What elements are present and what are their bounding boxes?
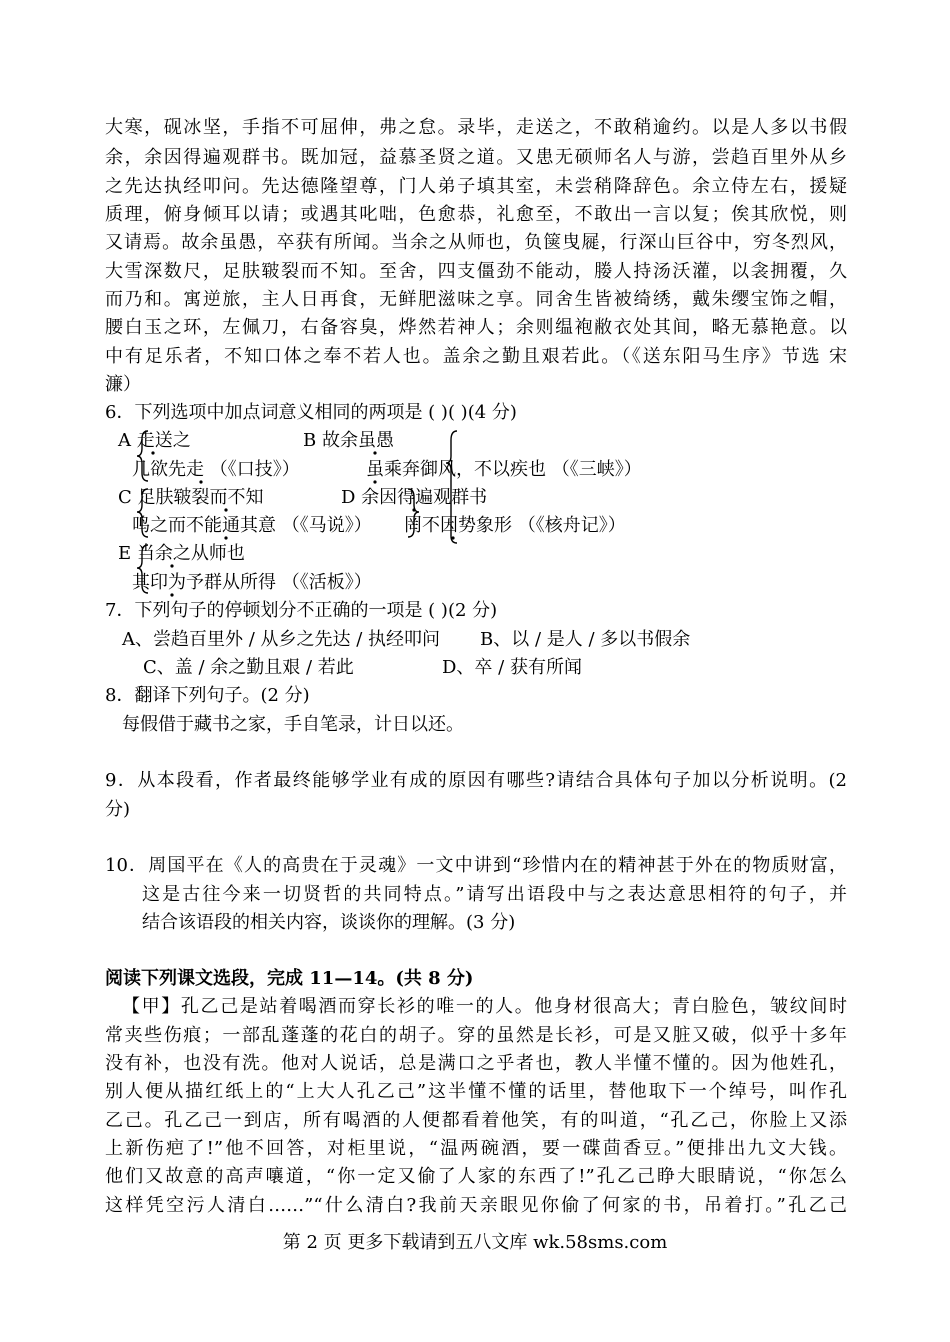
option-e-line1: E 当余之从师也 bbox=[118, 543, 245, 564]
passage-line: 大雪深数尺，足肤皲裂而不知。至舍，四支僵劲不能动，媵人持汤沃灌，以衾拥覆，久 bbox=[105, 261, 847, 282]
section-line: 常夹些伤痕；一部乱蓬蓬的花白的胡子。穿的虽然是长衫，可是又脏又破，似乎十多年 bbox=[105, 1025, 847, 1046]
question-7-stem: 7．下列句子的停顿划分不正确的一项是 ( )(2 分) bbox=[105, 600, 498, 621]
passage-line: 又请焉。故余虽愚，卒获有所闻。当余之从师也，负箧曳屣，行深山巨谷中，穷冬烈风， bbox=[105, 232, 847, 253]
section-heading: 阅读下列课文选段，完成 11—14。(共 8 分) bbox=[105, 968, 474, 989]
option-d-line2: 罔不因势象形 （《核舟记》） bbox=[404, 515, 626, 536]
question-8-sentence: 每假借于藏书之家，手自笔录，计日以还。 bbox=[122, 714, 464, 735]
question-10-line: 10．周国平在《人的高贵在于灵魂》一文中讲到“珍惜内在的精神甚于外在的物质财富， bbox=[105, 855, 847, 876]
option-d-line1: D 余因得遍观群书 bbox=[341, 487, 488, 508]
q7-option-d: D、卒 / 获有所闻 bbox=[442, 657, 582, 678]
passage-line: 大寒，砚冰坚，手指不可屈伸，弗之怠。录毕，走送之，不敢稍逾约。以是人多以书假 bbox=[105, 117, 847, 138]
section-line: 【甲】孔乙己是站着喝酒而穿长衫的唯一的人。他身材很高大；青白脸色，皱纹间时 bbox=[122, 996, 847, 1017]
option-a-line1: A 走送之 bbox=[118, 430, 191, 451]
passage-line: 而乃和。寓逆旅，主人日再食，无鲜肥滋味之享。同舍生皆被绮绣，戴朱缨宝饰之帽， bbox=[105, 289, 847, 310]
section-line: 乙己。孔乙己一到店，所有喝酒的人便都看着他笑，有的叫道，“孔乙己，你脸上又添 bbox=[105, 1110, 847, 1131]
question-9-line: 分) bbox=[105, 799, 131, 820]
q7-option-b: B、以 / 是人 / 多以书假余 bbox=[480, 629, 691, 650]
passage-line: 余，余因得遍观群书。既加冠，益慕圣贤之道。又患无硕师名人与游，尝趋百里外从乡 bbox=[105, 147, 847, 168]
passage-line: 之先达执经叩问。先达德隆望尊，门人弟子填其室，未尝稍降辞色。余立侍左右，援疑 bbox=[105, 176, 847, 197]
passage-line: 质理，俯身倾耳以请；或遇其叱咄，色愈恭，礼愈至，不敢出一言以复；俟其欣悦，则 bbox=[105, 204, 847, 225]
option-a-line2: 几欲先走 （《口技》） bbox=[132, 459, 300, 480]
section-line: 他们又故意的高声嚷道，“你一定又偷了人家的东西了!”孔乙己睁大眼睛说，“你怎么 bbox=[105, 1166, 847, 1187]
option-c-line1: C 足肤皲裂而不知 bbox=[118, 487, 264, 508]
q7-option-c: C、盖 / 余之勤且艰 / 若此 bbox=[143, 657, 354, 678]
question-6-stem: 6．下列选项中加点词意义相同的两项是 ( )( )(4 分) bbox=[105, 402, 517, 423]
section-line: 上新伤疤了!”他不回答，对柜里说，“温两碗酒，要一碟茴香豆。”便排出九文大钱。 bbox=[105, 1138, 847, 1159]
option-c-line2: 鸣之而不能通其意 （《马说》） bbox=[132, 515, 372, 536]
passage-line: 濂） bbox=[105, 374, 141, 395]
question-9-line: 9．从本段看，作者最终能够学业有成的原因有哪些?请结合具体句子加以分析说明。(2 bbox=[105, 770, 847, 791]
section-line: 这样凭空污人清白……”“什么清白?我前天亲眼见你偷了何家的书，吊着打。”孔乙己 bbox=[105, 1195, 847, 1216]
question-10-line: 结合该语段的相关内容，谈谈你的理解。(3 分) bbox=[142, 912, 516, 933]
passage-line: 中有足乐者，不知口体之奉不若人也。盖余之勤且艰若此。（《送东阳马生序》节选 宋 bbox=[105, 346, 847, 367]
section-line: 别人便从描红纸上的“上大人孔乙己”这半懂不懂的话里，替他取下一个绰号，叫作孔 bbox=[105, 1081, 847, 1102]
question-10-line: 这是古往今来一切贤哲的共同特点。”请写出语段中与之表达意思相符的句子，并 bbox=[142, 884, 847, 905]
option-b-line2: 虽乘奔御风，不以疾也 （《三峡》） bbox=[366, 459, 642, 480]
q7-option-a: A、尝趋百里外 / 从乡之先达 / 执经叩问 bbox=[122, 629, 441, 650]
page-footer: 第 2 页 更多下载请到五八文库 wk.58sms.com bbox=[282, 1232, 668, 1253]
section-line: 没有补，也没有洗。他对人说话，总是满口之乎者也，教人半懂不懂的。因为他姓孔， bbox=[105, 1053, 847, 1074]
option-b-line1: B 故余虽愚 bbox=[303, 430, 394, 451]
brace-group bbox=[137, 431, 457, 593]
question-8-stem: 8．翻译下列句子。(2 分) bbox=[105, 685, 310, 706]
option-e-line2: 其印为予群从所得 （《活板》） bbox=[132, 572, 372, 593]
passage-line: 腰白玉之环，左佩刀，右备容臭，烨然若神人；余则缊袍敝衣处其间，略无慕艳意。以 bbox=[105, 317, 847, 338]
